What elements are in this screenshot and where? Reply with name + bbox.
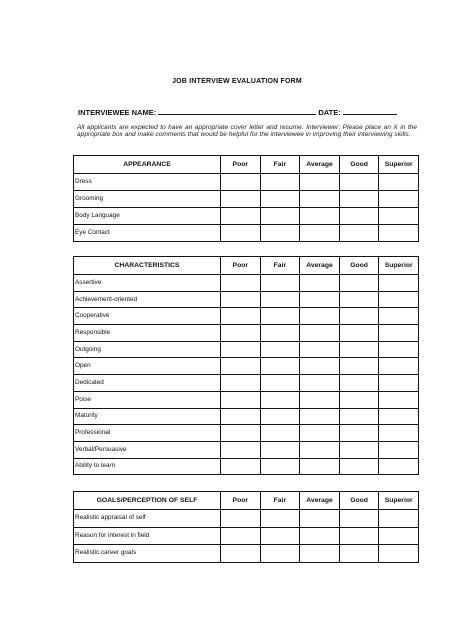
- rating-cell[interactable]: [300, 375, 340, 392]
- rating-header: Average: [300, 257, 340, 275]
- rating-cell[interactable]: [260, 375, 300, 392]
- interviewee-line: [78, 108, 418, 117]
- rating-cell[interactable]: [221, 527, 261, 545]
- rating-cell[interactable]: [339, 174, 379, 191]
- criterion-label: Dedicated: [74, 375, 221, 392]
- goals-table: [73, 491, 419, 563]
- rating-cell[interactable]: [221, 191, 261, 208]
- table-row: [74, 375, 419, 392]
- rating-cell[interactable]: [260, 341, 300, 358]
- rating-cell[interactable]: [221, 458, 261, 475]
- rating-cell[interactable]: [260, 174, 300, 191]
- criterion-label: Open: [74, 358, 221, 375]
- table-row: [74, 408, 419, 425]
- date-field[interactable]: [343, 108, 397, 115]
- table-row: [74, 441, 419, 458]
- rating-cell[interactable]: [379, 275, 419, 292]
- table-row: [74, 510, 419, 528]
- criterion-label: Poise: [74, 391, 221, 408]
- rating-cell[interactable]: [260, 208, 300, 225]
- criterion-label: Reason for interest in field: [74, 527, 221, 545]
- criterion-label: Achievement-oriented: [74, 291, 221, 308]
- criterion-label: Body Language: [74, 208, 221, 225]
- table-row: [74, 391, 419, 408]
- section-heading: CHARACTERISTICS: [74, 257, 221, 275]
- rating-cell[interactable]: [260, 527, 300, 545]
- criterion-label: Maturity: [74, 408, 221, 425]
- rating-cell[interactable]: [260, 425, 300, 442]
- rating-cell[interactable]: [260, 325, 300, 342]
- rating-cell[interactable]: [339, 291, 379, 308]
- rating-cell[interactable]: [339, 510, 379, 528]
- table-header-row: [74, 257, 419, 275]
- rating-cell[interactable]: [221, 325, 261, 342]
- table-row: [74, 191, 419, 208]
- rating-cell[interactable]: [300, 425, 340, 442]
- criterion-label: Realistic career goals: [74, 545, 221, 563]
- rating-cell[interactable]: [339, 527, 379, 545]
- appearance-table: [73, 155, 419, 242]
- rating-cell[interactable]: [339, 375, 379, 392]
- rating-cell[interactable]: [379, 325, 419, 342]
- rating-cell[interactable]: [339, 191, 379, 208]
- table-row: [74, 425, 419, 442]
- rating-cell[interactable]: [300, 510, 340, 528]
- rating-cell[interactable]: [339, 341, 379, 358]
- criterion-label: Eye Contact: [74, 225, 221, 242]
- rating-cell[interactable]: [300, 391, 340, 408]
- rating-cell[interactable]: [339, 545, 379, 563]
- criterion-label: Cooperative: [74, 308, 221, 325]
- rating-cell[interactable]: [260, 545, 300, 563]
- rating-cell[interactable]: [379, 510, 419, 528]
- rating-header: Average: [300, 156, 340, 174]
- rating-cell[interactable]: [379, 358, 419, 375]
- rating-cell[interactable]: [339, 458, 379, 475]
- rating-cell[interactable]: [221, 275, 261, 292]
- rating-cell[interactable]: [221, 545, 261, 563]
- rating-cell[interactable]: [379, 291, 419, 308]
- rating-cell[interactable]: [260, 225, 300, 242]
- table-header-row: [74, 492, 419, 510]
- table-row: [74, 358, 419, 375]
- rating-header: Average: [300, 492, 340, 510]
- rating-cell[interactable]: [300, 174, 340, 191]
- rating-cell[interactable]: [221, 441, 261, 458]
- section-heading: APPEARANCE: [74, 156, 221, 174]
- rating-header: Good: [339, 492, 379, 510]
- criterion-label: Professional: [74, 425, 221, 442]
- table-row: [74, 341, 419, 358]
- rating-cell[interactable]: [379, 225, 419, 242]
- rating-cell[interactable]: [300, 441, 340, 458]
- rating-cell[interactable]: [379, 208, 419, 225]
- criterion-label: Verbal/Persuasive: [74, 441, 221, 458]
- rating-cell[interactable]: [300, 408, 340, 425]
- rating-cell[interactable]: [300, 275, 340, 292]
- table-row: [74, 325, 419, 342]
- interviewee-name-field[interactable]: [158, 108, 316, 115]
- rating-cell[interactable]: [221, 391, 261, 408]
- rating-cell[interactable]: [260, 458, 300, 475]
- rating-cell[interactable]: [300, 545, 340, 563]
- rating-cell[interactable]: [300, 325, 340, 342]
- table-header-row: [74, 156, 419, 174]
- rating-cell[interactable]: [379, 408, 419, 425]
- criterion-label: Grooming: [74, 191, 221, 208]
- form-title: JOB INTERVIEW EVALUATION FORM: [172, 78, 302, 85]
- rating-header: Poor: [221, 492, 261, 510]
- rating-cell[interactable]: [339, 308, 379, 325]
- rating-cell[interactable]: [300, 358, 340, 375]
- rating-cell[interactable]: [260, 291, 300, 308]
- interviewee-name-label: INTERVIEWEE NAME:: [78, 108, 157, 117]
- section-heading: GOALS/PERCEPTION OF SELF: [74, 492, 221, 510]
- rating-cell[interactable]: [379, 425, 419, 442]
- rating-cell[interactable]: [221, 341, 261, 358]
- rating-cell[interactable]: [339, 441, 379, 458]
- rating-cell[interactable]: [260, 408, 300, 425]
- rating-cell[interactable]: [300, 527, 340, 545]
- instructions-text: All applicants are expected to have an appropriate cover letter and resume. Interviewer: Please place an X in the appropriate box and make comments that would be helpful for the interviewee in improving their interviewing skills.: [77, 124, 417, 139]
- rating-cell[interactable]: [260, 308, 300, 325]
- rating-cell[interactable]: [339, 391, 379, 408]
- rating-cell[interactable]: [260, 275, 300, 292]
- rating-cell[interactable]: [300, 225, 340, 242]
- rating-cell[interactable]: [221, 208, 261, 225]
- characteristics-table: [73, 256, 419, 475]
- rating-cell[interactable]: [221, 291, 261, 308]
- criterion-label: Realistic appraisal of self: [74, 510, 221, 528]
- rating-cell[interactable]: [379, 391, 419, 408]
- table-row: [74, 545, 419, 563]
- rating-header: Poor: [221, 257, 261, 275]
- criterion-label: Responsible: [74, 325, 221, 342]
- rating-cell[interactable]: [221, 174, 261, 191]
- rating-header: Fair: [260, 156, 300, 174]
- rating-header: Fair: [260, 492, 300, 510]
- rating-cell[interactable]: [221, 510, 261, 528]
- rating-cell[interactable]: [221, 308, 261, 325]
- criterion-label: Ability to learn: [74, 458, 221, 475]
- rating-cell[interactable]: [300, 291, 340, 308]
- table-row: [74, 308, 419, 325]
- rating-cell[interactable]: [379, 441, 419, 458]
- rating-cell[interactable]: [300, 308, 340, 325]
- rating-cell[interactable]: [300, 191, 340, 208]
- rating-cell[interactable]: [221, 408, 261, 425]
- rating-cell[interactable]: [379, 174, 419, 191]
- table-row: [74, 208, 419, 225]
- criterion-label: Outgoing: [74, 341, 221, 358]
- rating-cell[interactable]: [339, 425, 379, 442]
- rating-cell[interactable]: [300, 208, 340, 225]
- table-row: [74, 291, 419, 308]
- rating-header: Superior: [379, 156, 419, 174]
- table-row: [74, 275, 419, 292]
- rating-header: Superior: [379, 257, 419, 275]
- rating-cell[interactable]: [379, 527, 419, 545]
- rating-cell[interactable]: [221, 425, 261, 442]
- rating-cell[interactable]: [379, 308, 419, 325]
- table-row: [74, 527, 419, 545]
- table-row: [74, 458, 419, 475]
- rating-cell[interactable]: [221, 358, 261, 375]
- rating-cell[interactable]: [260, 358, 300, 375]
- rating-cell[interactable]: [300, 341, 340, 358]
- rating-cell[interactable]: [339, 275, 379, 292]
- criterion-label: Assertive: [74, 275, 221, 292]
- rating-cell[interactable]: [339, 408, 379, 425]
- rating-cell[interactable]: [260, 191, 300, 208]
- rating-cell[interactable]: [221, 375, 261, 392]
- date-label: DATE:: [318, 108, 341, 117]
- table-row: [74, 225, 419, 242]
- table-row: [74, 174, 419, 191]
- rating-header: Poor: [221, 156, 261, 174]
- criterion-label: Dress: [74, 174, 221, 191]
- rating-cell[interactable]: [339, 358, 379, 375]
- rating-header: Good: [339, 257, 379, 275]
- rating-cell[interactable]: [379, 458, 419, 475]
- rating-cell[interactable]: [339, 325, 379, 342]
- rating-cell[interactable]: [379, 191, 419, 208]
- rating-header: Good: [339, 156, 379, 174]
- rating-cell[interactable]: [260, 441, 300, 458]
- rating-cell[interactable]: [260, 391, 300, 408]
- rating-cell[interactable]: [379, 545, 419, 563]
- rating-cell[interactable]: [260, 510, 300, 528]
- rating-cell[interactable]: [300, 458, 340, 475]
- rating-header: Fair: [260, 257, 300, 275]
- rating-cell[interactable]: [221, 225, 261, 242]
- rating-cell[interactable]: [379, 375, 419, 392]
- rating-cell[interactable]: [339, 225, 379, 242]
- rating-cell[interactable]: [379, 341, 419, 358]
- rating-cell[interactable]: [339, 208, 379, 225]
- rating-header: Superior: [379, 492, 419, 510]
